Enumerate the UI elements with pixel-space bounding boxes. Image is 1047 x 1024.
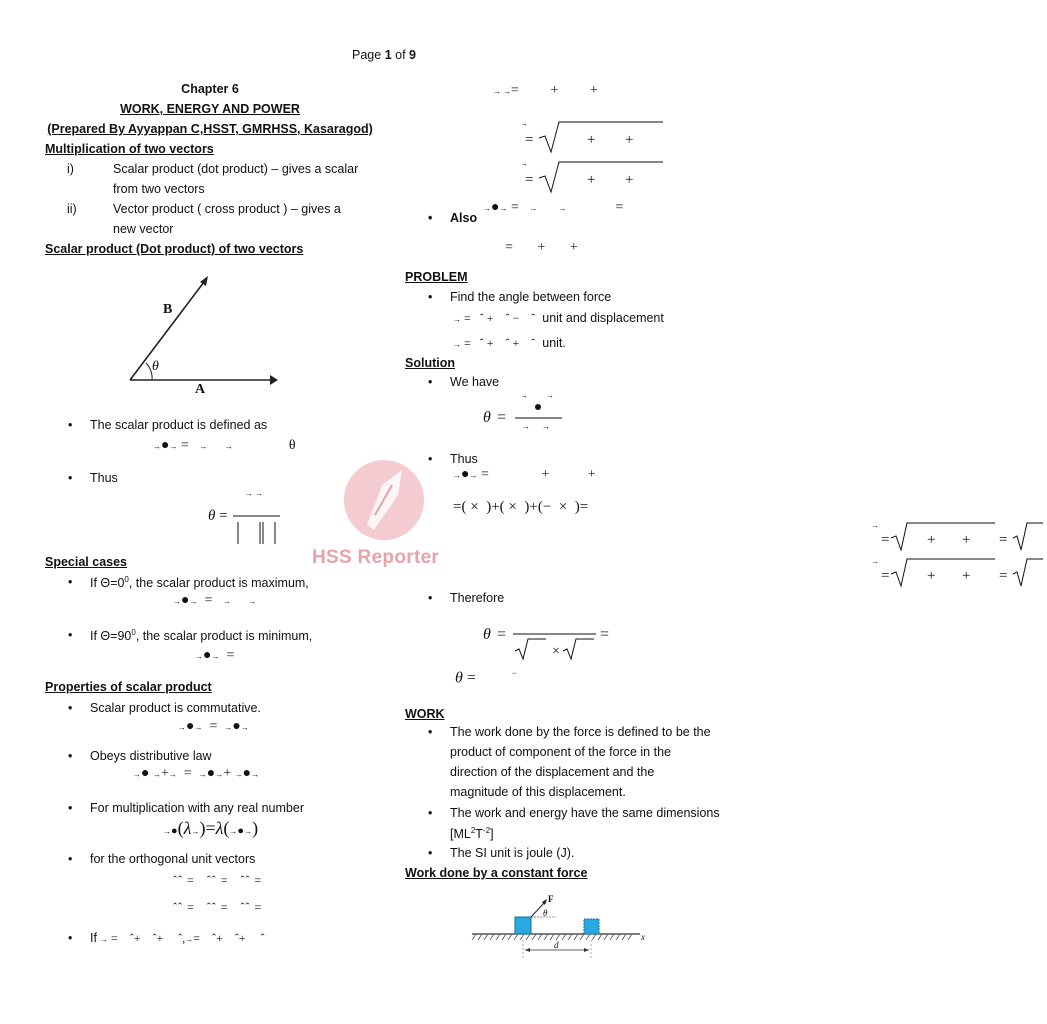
list-item: • If → = ˆ+ ˆ+ ˆ,→= ˆ+ ˆ+ ˆ — [90, 931, 265, 946]
svg-text:×: × — [552, 644, 560, 659]
list-item: • Therefore — [450, 591, 504, 605]
svg-text:=: = — [525, 172, 534, 188]
svg-text:=: = — [881, 568, 890, 584]
equation-max: →●→ = → → — [173, 593, 257, 608]
list-item: • For multiplication with any real number — [90, 801, 304, 815]
section-heading-work: WORK — [405, 707, 445, 721]
list-item: • If $\Theta=0^0$, the scalar product is maximum, — [90, 575, 309, 590]
section-heading-special-cases: Special cases — [45, 555, 128, 569]
svg-text:+: + — [625, 172, 634, 188]
equation-dot-expansion: → →= + + — [493, 83, 598, 98]
list-item: • We have — [450, 375, 499, 389]
dimension-formula: $[ML^2T^{-2}]$ — [450, 826, 494, 842]
svg-text:=: = — [600, 626, 610, 643]
svg-text:=: = — [497, 409, 507, 426]
watermark-text: HSS Reporter — [312, 547, 440, 568]
equation-unit-vectors-2: ˆˆ = ˆˆ = ˆˆ = — [173, 900, 263, 914]
svg-text:=: = — [999, 532, 1008, 548]
equation-magnitude-b — [515, 158, 665, 196]
equation-min: →●→ = — [195, 648, 235, 663]
section-heading-solution: Solution — [405, 356, 455, 370]
equation-thus-1: →●→ = + + — [453, 467, 596, 482]
angle-label: θ — [543, 908, 548, 918]
svg-text:=: = — [999, 568, 1008, 584]
section-heading-constant-force: Work done by a constant force — [405, 866, 588, 880]
list-item-continued: product of component of the force in the — [450, 745, 671, 759]
svg-text:→: → — [542, 422, 550, 431]
svg-text:→: → — [520, 391, 528, 400]
svg-text:+: + — [927, 568, 936, 584]
equation-commutative: →●→ = →●→ — [178, 719, 249, 734]
block-start — [515, 917, 531, 934]
x-axis-label: x — [641, 932, 645, 942]
section-heading-multiplication: Multiplication of two vectors — [45, 142, 214, 156]
svg-text:+: + — [625, 132, 634, 148]
list-number: ii) — [67, 202, 77, 216]
svg-text:θ: θ — [483, 626, 491, 643]
displacement-label: d — [554, 940, 559, 950]
svg-text:→ →: → → — [245, 489, 263, 498]
svg-text:→: → — [871, 521, 879, 530]
list-number: i) — [67, 162, 74, 176]
equation-we-have — [480, 388, 575, 432]
page-number: Page 1 of 9 — [352, 48, 416, 62]
svg-text:→: → — [546, 391, 554, 400]
chapter-label: Chapter 6 — [181, 82, 239, 96]
svg-text:=: = — [881, 532, 890, 548]
list-item: • The work and energy have the same dimensions — [450, 806, 720, 820]
section-heading-scalar-product: Scalar product (Dot product) of two vectors — [45, 242, 304, 256]
list-item: from two vectors — [113, 182, 205, 196]
svg-text:+: + — [962, 568, 971, 584]
svg-text:=: = — [497, 626, 507, 643]
svg-text:θ: θ — [208, 508, 216, 524]
section-heading-properties: Properties of scalar product — [45, 680, 212, 694]
equation-thus-2: =( × )+( × )+(− × )= — [453, 499, 589, 515]
theta-label: θ — [152, 359, 159, 374]
svg-text:+: + — [587, 132, 596, 148]
svg-text:→: → — [520, 119, 528, 128]
problem-displacement-line: → = ˆ + ˆ + ˆ unit. — [453, 336, 566, 350]
force-label: F — [548, 894, 554, 904]
list-item: • The work done by the force is defined to be the — [450, 725, 711, 739]
equation-distributive: →● →+→ = →●→+ →●→ — [133, 766, 260, 781]
list-item: • Obeys distributive law — [90, 749, 212, 763]
svg-text:+: + — [927, 532, 936, 548]
equation-magnitude-d — [857, 556, 1047, 590]
vector-b-label: B — [163, 302, 173, 317]
equation-also: →●→ = → → = — [483, 200, 624, 215]
svg-text:=: = — [219, 508, 228, 524]
section-heading-problem: PROBLEM — [405, 270, 468, 284]
list-item: • for the orthogonal unit vectors — [90, 852, 255, 866]
equation-magnitude-f — [857, 520, 1047, 554]
svg-text:=: = — [525, 132, 534, 148]
list-item: • The SI unit is joule (J). — [450, 846, 574, 860]
equation-cos-theta — [205, 488, 285, 550]
equation-definition: →●→ = → → θ — [153, 438, 296, 453]
block-end — [584, 919, 599, 934]
svg-text:θ: θ — [483, 409, 491, 426]
svg-text:+: + — [962, 532, 971, 548]
list-item: • Thus — [450, 452, 478, 466]
list-item: new vector — [113, 222, 174, 236]
list-item: • Scalar product is commutative. — [90, 701, 261, 715]
equation-magnitude-a — [515, 118, 665, 156]
problem-force-line: → = ˆ + ˆ − ˆ unit and displacement — [453, 311, 664, 325]
list-item: Scalar product (dot product) – gives a scalar — [113, 162, 359, 176]
equation-therefore — [480, 615, 630, 663]
constant-force-figure — [470, 888, 660, 960]
vector-angle-figure — [120, 270, 290, 400]
list-item-continued: magnitude of this displacement. — [450, 785, 626, 799]
equation-theta-result: θ = − — [455, 668, 517, 687]
equation-scalar-multiple: →●(λ→)=λ(→●→) — [163, 818, 259, 838]
list-item: • The scalar product is defined as — [90, 418, 267, 432]
svg-text:+: + — [587, 172, 596, 188]
list-item: • Thus — [90, 471, 118, 485]
list-item: • Find the angle between force — [450, 290, 611, 304]
list-item: • If $\Theta=90^0$, the scalar product is minimum, — [90, 628, 312, 643]
page-title: WORK, ENERGY AND POWER — [120, 102, 300, 116]
vector-a-label: A — [195, 382, 206, 397]
equation-unit-vectors-1: ˆˆ = ˆˆ = ˆˆ = — [173, 873, 263, 887]
list-item-continued: direction of the displacement and the — [450, 765, 655, 779]
list-item: • Also — [450, 211, 477, 225]
svg-text:→: → — [871, 557, 879, 566]
svg-text:→: → — [520, 159, 528, 168]
author-line: (Prepared By Ayyappan C,HSST, GMRHSS, Kasaragod) — [47, 122, 373, 136]
equation-also-2: = + + — [505, 240, 578, 255]
svg-text:→: → — [522, 422, 530, 431]
list-item: Vector product ( cross product ) – gives a — [113, 202, 341, 216]
